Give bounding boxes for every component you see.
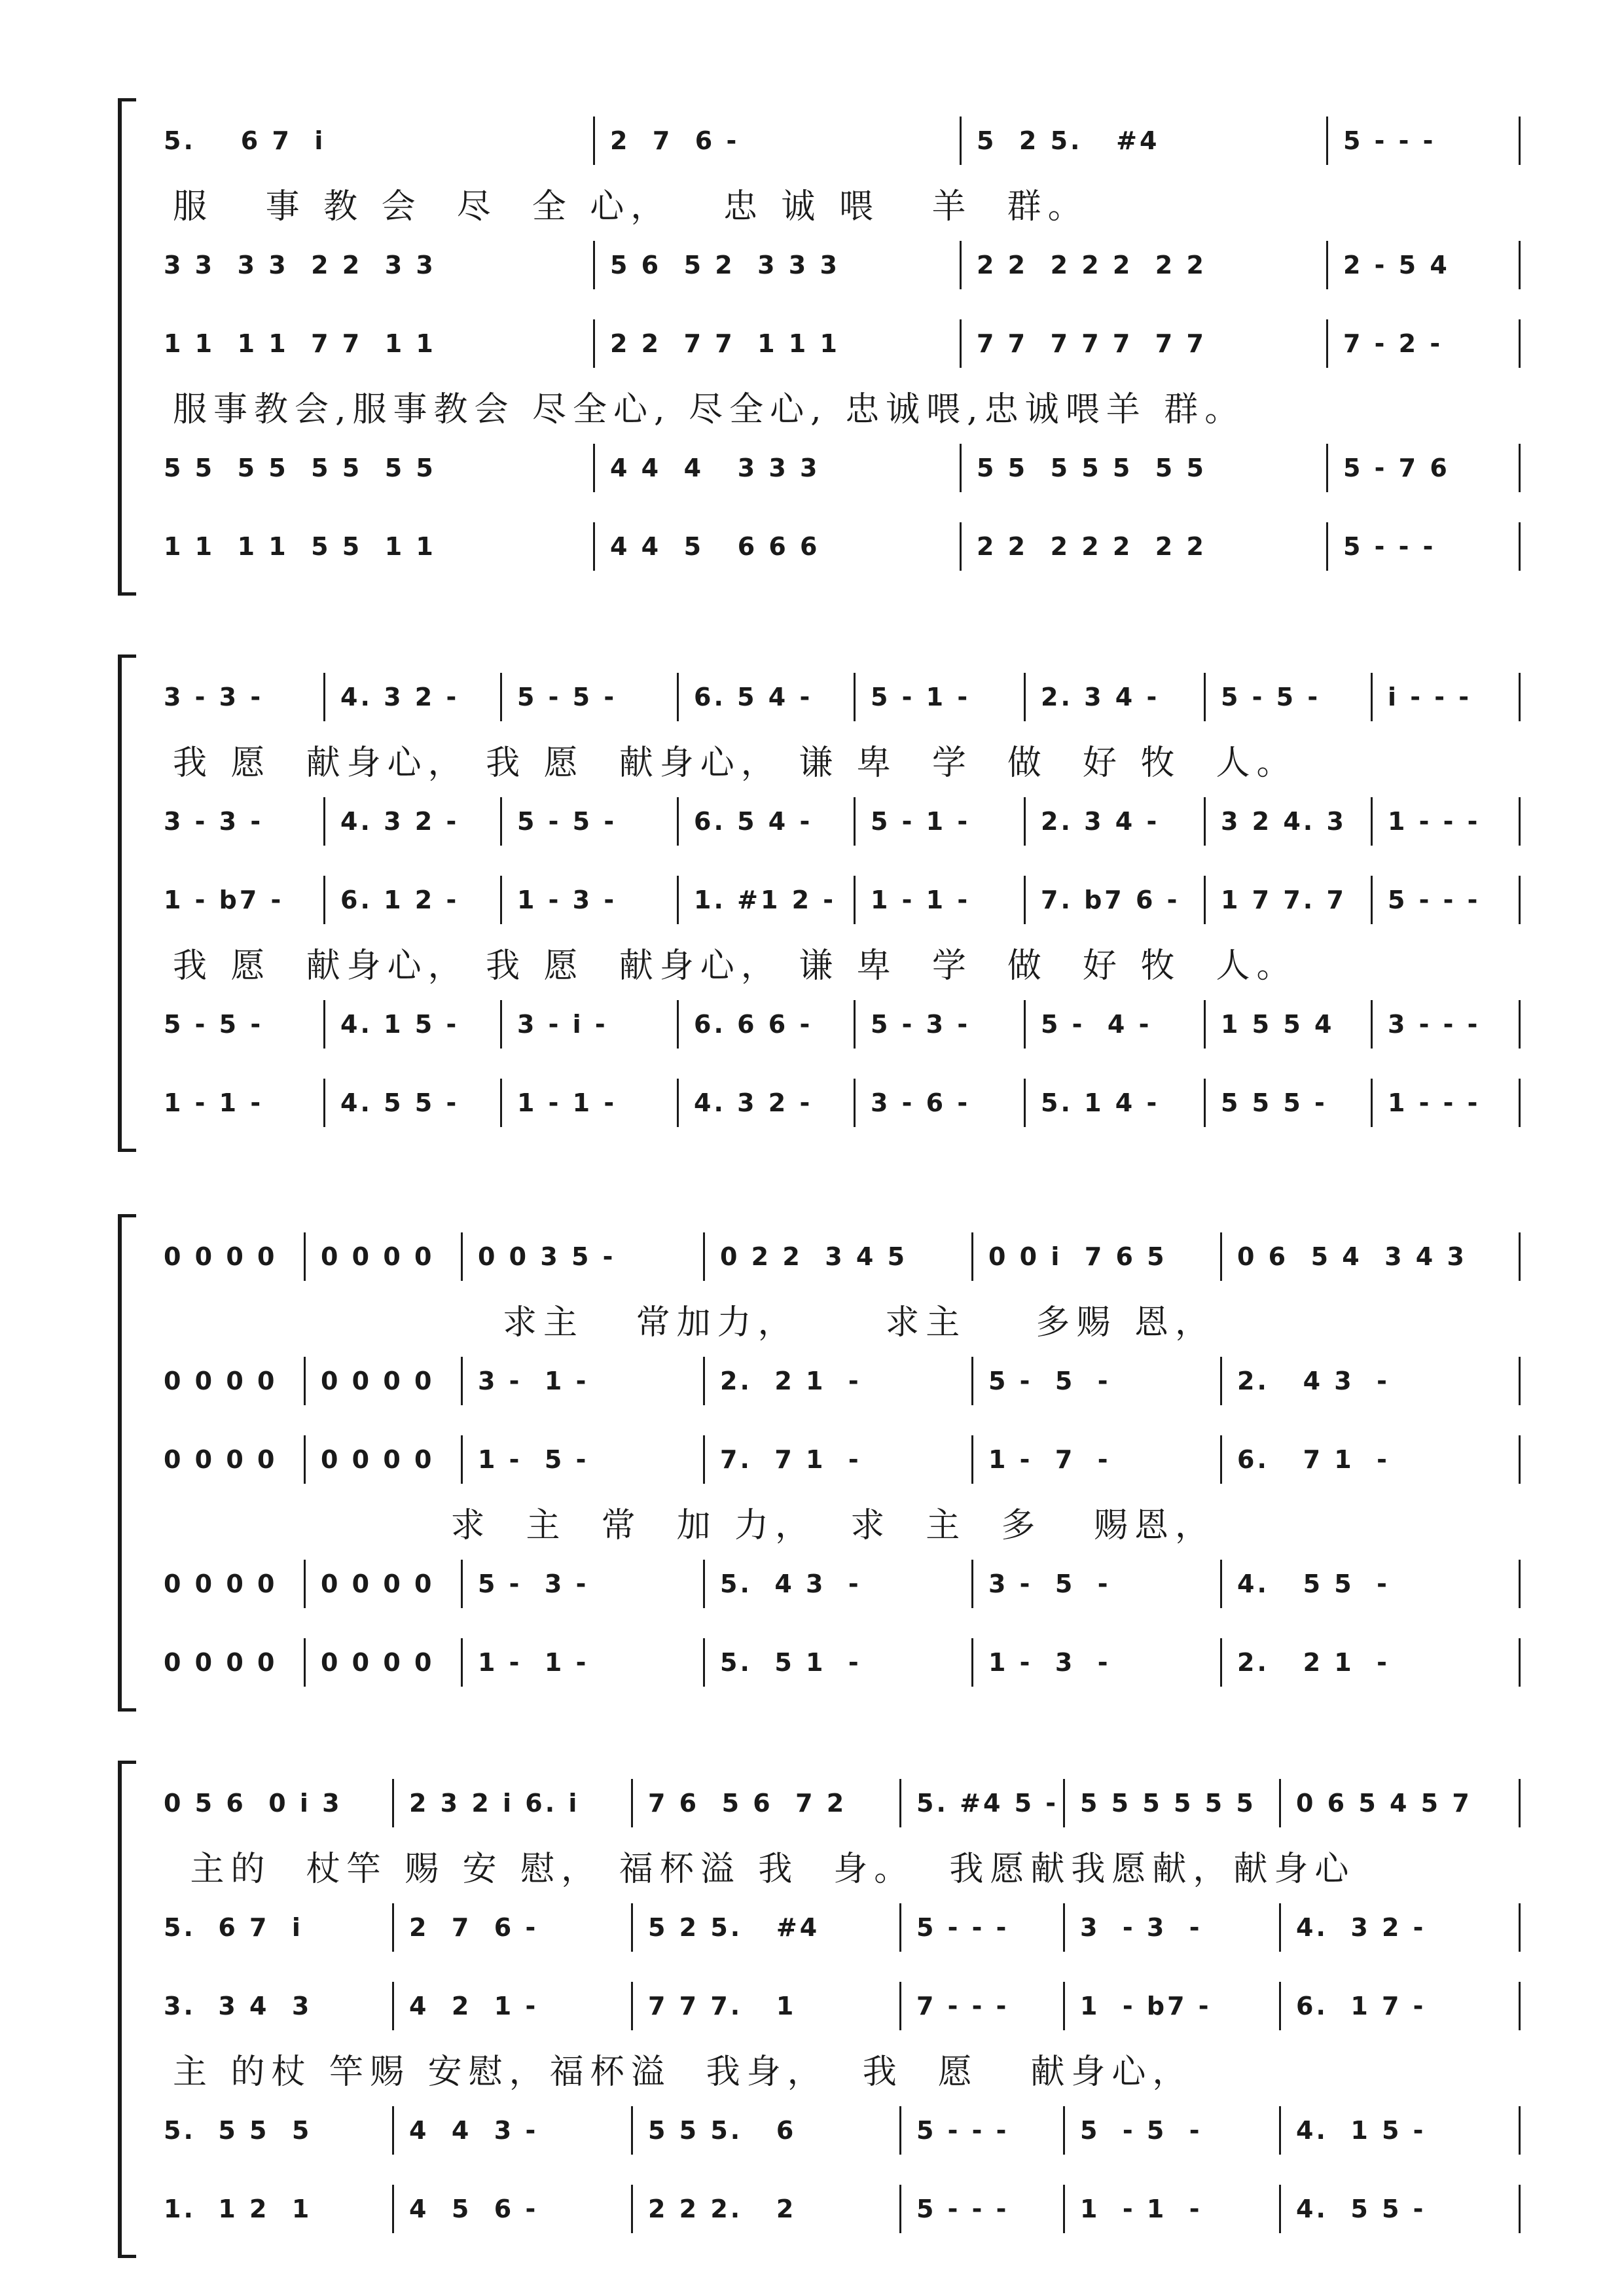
staff-row-tenor (147, 870, 1519, 929)
measure: 5 - 5 - (988, 1367, 1111, 1395)
system-bracket (118, 655, 136, 1152)
measure: 6. 1 7 - (1296, 1992, 1426, 2020)
measure: 5. 5 5 5 (164, 2116, 312, 2145)
bar-line (1519, 1435, 1521, 1484)
measure: 5 - - - (916, 2116, 1009, 2145)
staff-row-soprano (147, 668, 1519, 726)
measure: 6. 5 4 - (694, 683, 813, 711)
measure: 0 0 0 0 (321, 1648, 435, 1677)
measure: 2 2 2 2 2 2 2 (977, 251, 1206, 279)
measure: 2. 2 1 - (1237, 1648, 1390, 1677)
bar-line (1519, 1232, 1521, 1281)
measure: 1 7 7. 7 (1221, 886, 1346, 914)
bar-line (1519, 319, 1521, 368)
staff-row-baritone (147, 439, 1519, 497)
measure: 4 5 6 - (409, 2195, 539, 2223)
measure: 1 - - - (1388, 1088, 1481, 1117)
staff-row-soprano (147, 1774, 1519, 1833)
measure: 5. 6 7 i (164, 126, 326, 155)
measure: 5 5 5 5 5 5 (1080, 1789, 1256, 1818)
measure: 1. 1 2 1 (164, 2195, 312, 2223)
measure: 4 4 3 - (409, 2116, 539, 2145)
measure: 4 2 1 - (409, 1992, 539, 2020)
measure: 7 7 7. 1 (648, 1992, 797, 2020)
measure: 6. 5 4 - (694, 807, 813, 836)
measure: i - - - (1388, 683, 1472, 711)
measure: 0 0 0 0 (164, 1648, 278, 1677)
measure: 3 2 4. 3 (1221, 807, 1346, 836)
measure: 6. 1 2 - (340, 886, 460, 914)
system-3 (118, 1214, 1519, 1712)
measure: 5 - - - (1343, 532, 1436, 561)
measure: 2. 3 4 - (1041, 683, 1160, 711)
bar-line (1519, 1903, 1521, 1952)
measure: 5 - 5 - (164, 1010, 264, 1039)
measure: 0 0 3 5 - (478, 1242, 616, 1271)
staff-row-bass (147, 1633, 1519, 1692)
lyric-line: 主的 杖竿 赐 安 慰， 福杯溢 我 身。 我愿献我愿献，献身心 (173, 1849, 1356, 1889)
measure: 5 - 4 - (1041, 1010, 1152, 1039)
measure: 1. #1 2 - (694, 886, 837, 914)
measure: 5 - 3 - (478, 1570, 589, 1598)
measure: 3 - 3 - (164, 807, 264, 836)
measure: 5 - - - (916, 1913, 1009, 1942)
lyric-line: 服事教会,服事教会 尽全心, 尽全心, 忠诚喂,忠诚喂羊 群。 (173, 389, 1246, 429)
bar-line (1519, 522, 1521, 571)
measure: 2 7 6 - (409, 1913, 539, 1942)
measure: 0 6 5 4 3 4 3 (1237, 1242, 1467, 1271)
measure: 1 1 1 1 7 7 1 1 (164, 329, 436, 358)
bar-line (1519, 1357, 1521, 1405)
measure: 0 0 0 0 (164, 1570, 278, 1598)
measure: 5 - 5 - (517, 683, 617, 711)
staff-row-bass (147, 517, 1519, 576)
measure: 5 - 5 - (517, 807, 617, 836)
staff-row-soprano (147, 111, 1519, 170)
measure: 0 0 0 0 (164, 1445, 278, 1474)
lyric-line: 主 的杖 竿赐 安慰，福杯溢 我身， 我 愿 献身心， (173, 2052, 1193, 2092)
measure: 3 - i - (517, 1010, 608, 1039)
measure: 1 - - - (1388, 807, 1481, 836)
lyric-line: 我 愿 献身心， 我 愿 献身心， 谦 卑 学 做 好 牧 人。 (173, 743, 1297, 783)
measure: 1 - 1 - (164, 1088, 264, 1117)
measure: 5 6 5 2 3 3 3 (610, 251, 840, 279)
bar-line (1519, 1560, 1521, 1608)
measure: 1 - 1 - (1080, 2195, 1202, 2223)
measure: 5 - 7 6 (1343, 454, 1450, 482)
bar-line (1519, 241, 1521, 289)
measure: 5 - 1 - (871, 807, 971, 836)
bar-line (1519, 876, 1521, 924)
measure: 5 5 5 5 5 5 5 (977, 454, 1206, 482)
bar-line (1519, 797, 1521, 846)
staff-row-alto (147, 1898, 1519, 1957)
measure: 4 4 5 6 6 6 (610, 532, 820, 561)
measure: 5 - - - (916, 2195, 1009, 2223)
staff-row-tenor (147, 1977, 1519, 2036)
system-1 (118, 98, 1519, 596)
system-bracket (118, 98, 136, 596)
measure: 7. b7 6 - (1041, 886, 1180, 914)
measure: 1 - b7 - (164, 886, 284, 914)
measure: 3 - 5 - (988, 1570, 1111, 1598)
measure: 5 2 5. #4 (648, 1913, 820, 1942)
bar-line (1519, 1982, 1521, 2030)
measure: 0 6 5 4 5 7 (1296, 1789, 1472, 1818)
system-bracket (118, 1214, 136, 1712)
measure: 5. 1 4 - (1041, 1088, 1160, 1117)
measure: 7 7 7 7 7 7 7 (977, 329, 1206, 358)
bar-line (1519, 673, 1521, 721)
measure: 3 - - - (1388, 1010, 1481, 1039)
measure: 5. 6 7 i (164, 1913, 303, 1942)
bar-line (1519, 1079, 1521, 1127)
measure: 4. 5 5 - (1237, 1570, 1390, 1598)
measure: 1 - 1 - (478, 1648, 589, 1677)
staff-row-bass (147, 2179, 1519, 2238)
measure: 2 7 6 - (610, 126, 740, 155)
measure: 5. 5 1 - (720, 1648, 861, 1677)
measure: 1 - b7 - (1080, 1992, 1212, 2020)
measure: 2. 4 3 - (1237, 1367, 1390, 1395)
measure: 4. 1 5 - (340, 1010, 460, 1039)
lyric-line: 求 主 常 加 力， 求 主 多 赐恩， (173, 1505, 1216, 1545)
measure: 4. 5 5 - (340, 1088, 460, 1117)
system-bracket (118, 1761, 136, 2258)
measure: 0 0 0 0 (321, 1445, 435, 1474)
staff-row-baritone (147, 995, 1519, 1054)
measure: 5 2 5. #4 (977, 126, 1160, 155)
measure: 1 - 5 - (478, 1445, 589, 1474)
staff-row-baritone (147, 2101, 1519, 2160)
measure: 7 6 5 6 7 2 (648, 1789, 847, 1818)
measure: 5 - 5 - (1221, 683, 1321, 711)
measure: 1 1 1 1 5 5 1 1 (164, 532, 436, 561)
measure: 5. 4 3 - (720, 1570, 861, 1598)
measure: 1 5 5 4 (1221, 1010, 1335, 1039)
measure: 4. 1 5 - (1296, 2116, 1426, 2145)
measure: 1 - 7 - (988, 1445, 1111, 1474)
measure: 5 - 3 - (871, 1010, 971, 1039)
measure: 7 - 2 - (1343, 329, 1443, 358)
staff-row-baritone (147, 1554, 1519, 1613)
staff-row-tenor (147, 1430, 1519, 1489)
measure: 2 2 2. 2 (648, 2195, 797, 2223)
measure: 2. 3 4 - (1041, 807, 1160, 836)
bar-line (1519, 1000, 1521, 1049)
measure: 5 5 5 5 5 5 5 5 (164, 454, 436, 482)
measure: 7 - - - (916, 1992, 1009, 2020)
staff-row-soprano (147, 1227, 1519, 1286)
measure: 6. 6 6 - (694, 1010, 813, 1039)
measure: 1 - 1 - (517, 1088, 617, 1117)
measure: 3. 3 4 3 (164, 1992, 312, 2020)
measure: 7. 7 1 - (720, 1445, 861, 1474)
measure: 5 - 5 - (1080, 2116, 1202, 2145)
measure: 3 - 3 - (1080, 1913, 1202, 1942)
measure: 4 4 4 3 3 3 (610, 454, 820, 482)
measure: 0 0 0 0 (164, 1242, 278, 1271)
measure: 5 5 5. 6 (648, 2116, 797, 2145)
measure: 0 0 0 0 (321, 1570, 435, 1598)
measure: 0 0 0 0 (164, 1367, 278, 1395)
measure: 3 3 3 3 2 2 3 3 (164, 251, 436, 279)
bar-line (1519, 444, 1521, 492)
measure: 2 2 2 2 2 2 2 (977, 532, 1206, 561)
system-2 (118, 655, 1519, 1152)
bar-line (1519, 2106, 1521, 2155)
measure: 0 5 6 0 i 3 (164, 1789, 342, 1818)
staff-row-bass (147, 1073, 1519, 1132)
staff-row-tenor (147, 314, 1519, 373)
staff-row-alto (147, 792, 1519, 851)
measure: 5 - - - (1343, 126, 1436, 155)
measure: 2. 2 1 - (720, 1367, 861, 1395)
bar-line (1519, 1638, 1521, 1687)
measure: 0 0 0 0 (321, 1367, 435, 1395)
measure: 5. #4 5 - (916, 1789, 1059, 1818)
lyric-line: 求主 常加力， 求主 多赐 恩， (173, 1302, 1216, 1342)
staff-row-alto (147, 236, 1519, 295)
measure: 0 0 i 7 6 5 (988, 1242, 1167, 1271)
measure: 6. 7 1 - (1237, 1445, 1390, 1474)
bar-line (1519, 117, 1521, 165)
measure: 3 - 3 - (164, 683, 264, 711)
measure: 4. 3 2 - (340, 807, 460, 836)
measure: 0 2 2 3 4 5 (720, 1242, 908, 1271)
bar-line (1519, 1779, 1521, 1827)
bar-line (1519, 2185, 1521, 2233)
measure: 5 5 5 - (1221, 1088, 1327, 1117)
measure: 4. 3 2 - (340, 683, 460, 711)
lyric-line: 我 愿 献身心， 我 愿 献身心， 谦 卑 学 做 好 牧 人。 (173, 946, 1297, 986)
measure: 3 - 6 - (871, 1088, 971, 1117)
measure: 2 - 5 4 (1343, 251, 1450, 279)
measure: 4. 3 2 - (694, 1088, 813, 1117)
lyric-line: 服 事 教 会 尽 全 心， 忠 诚 喂 羊 群。 (173, 187, 1089, 226)
measure: 5 - 1 - (871, 683, 971, 711)
measure: 5 - - - (1388, 886, 1481, 914)
staff-row-alto (147, 1352, 1519, 1410)
measure: 1 - 3 - (988, 1648, 1111, 1677)
system-4 (118, 1761, 1519, 2258)
measure: 1 - 1 - (871, 886, 971, 914)
measure: 2 2 7 7 1 1 1 (610, 329, 840, 358)
measure: 2 3 2 i 6. i (409, 1789, 580, 1818)
measure: 3 - 1 - (478, 1367, 589, 1395)
measure: 0 0 0 0 (321, 1242, 435, 1271)
measure: 4. 5 5 - (1296, 2195, 1426, 2223)
measure: 4. 3 2 - (1296, 1913, 1426, 1942)
measure: 1 - 3 - (517, 886, 617, 914)
